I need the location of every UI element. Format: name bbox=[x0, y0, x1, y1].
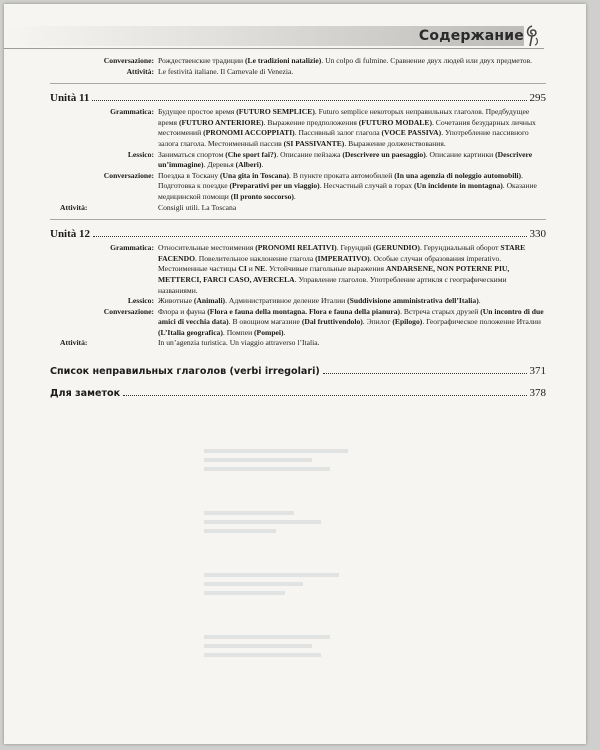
topic-text: Рождественские традиции (Le tradizioni natalizie). Un colpo di fulmine. Сравнение двух людей или двух предметов. bbox=[158, 56, 533, 65]
topic-text: In un’agenzia turistica. Un viaggio attraverso l’Italia. bbox=[158, 338, 320, 348]
page-number: 330 bbox=[529, 228, 546, 241]
toc-entry-unit-12[interactable] bbox=[50, 226, 546, 240]
toc-topic-row bbox=[4, 243, 586, 296]
toc-entry-irregular-verbs[interactable] bbox=[50, 363, 546, 377]
bleed-through-text bbox=[204, 444, 384, 704]
toc-topic-row bbox=[4, 67, 586, 78]
topic-text: Животные (Animali). Административное деление Италии (Suddivisione amministrativa dell’Italia). bbox=[158, 296, 481, 306]
topic-text: Флора и фауна (Flora e fauna della montagna. Flora e fauna della pianura). Встреча старых друзей (Un incontro di due amici di vecchia data). В овощном магазине (Dal fruttivendolo). Эпилог (Epilogo). Географическое положение Италии (L’Italia geografica). Помпеи (Pompei). bbox=[158, 306, 544, 337]
topic-label: Conversazione: bbox=[103, 56, 154, 65]
topic-label: Conversazione: bbox=[103, 306, 154, 316]
header-rule bbox=[4, 48, 544, 49]
entry-title: Для заметок bbox=[50, 388, 121, 400]
topic-text: Заниматься спортом (Che sport fai?). Описание пейзажа (Descrivere un paesaggio). Описание картинки (Descrivere un’immagine). Деревья (Alberi). bbox=[158, 149, 533, 170]
toc-topic-row bbox=[4, 338, 586, 349]
dot-leader bbox=[123, 395, 526, 396]
entry-title: Список неправильных глаголов (verbi irregolari) bbox=[50, 366, 320, 378]
unit-title: Unità 11 bbox=[50, 92, 90, 105]
page-number: 295 bbox=[529, 92, 546, 105]
page-number: 371 bbox=[529, 365, 546, 378]
dot-leader bbox=[92, 100, 526, 101]
decorative-swirl-icon bbox=[522, 24, 542, 48]
topic-text: Le festività italiane. Il Carnevale di Venezia. bbox=[158, 66, 294, 76]
topic-text: Относительные местоимения (PRONOMI RELATIVI). Герундий (GERUNDIO). Герундиальный оборот STARE FACENDO. Повелительное наклонение глагола (IMPERATIVO). Особые случаи образования imperativo. Местоименные частицы CI и NE. Устойчивые глагольные выражения ANDARSENE, NON POTERNE PIU, METTERCI, FARCI CASO, AVERCELA. Управление глаголов. Употребление артикля с географическими названиями. bbox=[158, 243, 526, 295]
dot-leader bbox=[93, 236, 526, 237]
toc-topic-row bbox=[4, 56, 586, 67]
toc-entry-unit-11[interactable] bbox=[50, 90, 546, 104]
page-title: Содержание bbox=[418, 28, 524, 44]
topic-label: Lessico: bbox=[127, 149, 154, 159]
topic-label: Conversazione: bbox=[103, 170, 154, 180]
topic-text: Consigli utili. La Toscana bbox=[158, 202, 237, 212]
topic-label: Attività: bbox=[60, 338, 88, 348]
toc-topic-row bbox=[4, 296, 586, 307]
topic-label: Lessico: bbox=[127, 296, 154, 306]
unit-12-section bbox=[4, 243, 586, 349]
dot-leader bbox=[323, 373, 527, 374]
prev-unit-section bbox=[4, 56, 586, 77]
toc-entry-notes[interactable] bbox=[50, 385, 546, 399]
topic-label: Grammatica: bbox=[110, 107, 154, 117]
toc-topic-row bbox=[4, 203, 586, 214]
topic-label: Attività: bbox=[126, 66, 154, 76]
page-number: 378 bbox=[529, 387, 546, 400]
toc-content bbox=[4, 56, 586, 399]
topic-text: Поездка в Тоскану (Una gita in Toscana). В пункте проката автомобилей (In una agenzia di noleggio automobili). Подготовка к поездке (Preparativi per un viaggio). Несчастный случай в горах (Un incidente in montagna). Оказание медицинской помощи (Il pronto soccorso). bbox=[158, 170, 537, 201]
topic-text: Будущее простое время (FUTURO SEMPLICE). Futuro semplice некоторых неправильных глаголов. Предбудущее время (FUTURO ANTERIORE). Выражение предположения (FUTURO MODALE). Сочетания безударных личных местоимений (PRONOMI ACCOPPIATI). Пассивный залог глагола (VOCE PASSIVA). Употребление пассивного залога глагола. Местоименный пассив (SI PASSIVANTE). Выражение долженствования. bbox=[158, 107, 536, 148]
topic-label: Grammatica: bbox=[110, 243, 154, 253]
toc-topic-row bbox=[4, 171, 586, 203]
topic-label: Attività: bbox=[60, 202, 88, 212]
toc-topic-row bbox=[4, 307, 586, 339]
document-page bbox=[4, 4, 586, 744]
toc-topic-row bbox=[4, 107, 586, 149]
unit-title: Unità 12 bbox=[50, 228, 91, 241]
toc-topic-row bbox=[4, 150, 586, 171]
unit-11-section bbox=[4, 107, 586, 213]
